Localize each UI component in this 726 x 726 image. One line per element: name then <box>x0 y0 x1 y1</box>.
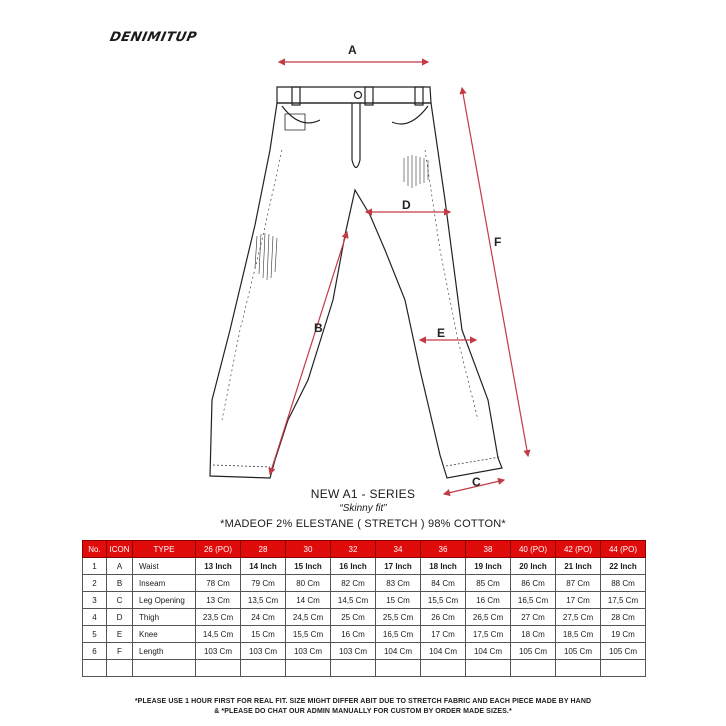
size-value-cell: 19 Cm <box>601 626 646 643</box>
size-value-cell: 78 Cm <box>196 575 241 592</box>
size-value-cell: 13 Cm <box>196 592 241 609</box>
table-row-empty <box>83 660 646 677</box>
size-value-cell: 15 Cm <box>241 626 286 643</box>
size-value-cell: 13 Inch <box>196 558 241 575</box>
size-value-cell: 85 Cm <box>466 575 511 592</box>
row-number-cell: 4 <box>83 609 107 626</box>
table-header-cell: 38 <box>466 541 511 558</box>
table-header-cell: 30 <box>286 541 331 558</box>
size-value-cell: 18 Cm <box>511 626 556 643</box>
rip-marks-right <box>404 155 428 188</box>
empty-cell <box>556 660 601 677</box>
empty-cell <box>466 660 511 677</box>
size-value-cell: 13,5 Cm <box>241 592 286 609</box>
size-value-cell: 26,5 Cm <box>466 609 511 626</box>
size-value-cell: 105 Cm <box>556 643 601 660</box>
row-number-cell: 3 <box>83 592 107 609</box>
label-b: B <box>314 321 323 335</box>
size-value-cell: 17,5 Cm <box>466 626 511 643</box>
row-icon-cell: D <box>107 609 133 626</box>
row-type-cell: Inseam <box>133 575 196 592</box>
size-value-cell: 103 Cm <box>241 643 286 660</box>
size-value-cell: 79 Cm <box>241 575 286 592</box>
size-value-cell: 104 Cm <box>376 643 421 660</box>
size-value-cell: 16 Cm <box>466 592 511 609</box>
size-value-cell: 25 Cm <box>331 609 376 626</box>
table-row <box>83 592 646 609</box>
size-value-cell: 20 Inch <box>511 558 556 575</box>
size-value-cell: 18,5 Cm <box>556 626 601 643</box>
size-value-cell: 103 Cm <box>286 643 331 660</box>
row-type-cell: Knee <box>133 626 196 643</box>
table-header-cell: TYPE <box>133 541 196 558</box>
size-value-cell: 26 Cm <box>421 609 466 626</box>
size-value-cell: 22 Inch <box>601 558 646 575</box>
empty-cell <box>601 660 646 677</box>
size-value-cell: 23,5 Cm <box>196 609 241 626</box>
size-value-cell: 87 Cm <box>556 575 601 592</box>
table-row <box>83 609 646 626</box>
size-value-cell: 16,5 Cm <box>511 592 556 609</box>
table-header-cell: 26 (PO) <box>196 541 241 558</box>
rip-marks-left <box>255 233 277 280</box>
size-value-cell: 14 Cm <box>286 592 331 609</box>
size-value-cell: 28 Cm <box>601 609 646 626</box>
label-a: A <box>348 43 357 57</box>
table-header-cell: 42 (PO) <box>556 541 601 558</box>
product-title: NEW A1 - SERIES <box>310 487 416 501</box>
size-value-cell: 104 Cm <box>466 643 511 660</box>
size-value-cell: 103 Cm <box>196 643 241 660</box>
size-value-cell: 17 Cm <box>556 592 601 609</box>
row-type-cell: Leg Opening <box>133 592 196 609</box>
size-value-cell: 15,5 Cm <box>421 592 466 609</box>
row-type-cell: Thigh <box>133 609 196 626</box>
size-value-cell: 83 Cm <box>376 575 421 592</box>
size-value-cell: 105 Cm <box>511 643 556 660</box>
size-value-cell: 86 Cm <box>511 575 556 592</box>
size-value-cell: 84 Cm <box>421 575 466 592</box>
row-icon-cell: C <box>107 592 133 609</box>
table-row <box>83 643 646 660</box>
empty-cell <box>83 660 107 677</box>
measure-lines <box>270 62 528 494</box>
table-header-cell: 36 <box>421 541 466 558</box>
row-number-cell: 6 <box>83 643 107 660</box>
size-value-cell: 17 Inch <box>376 558 421 575</box>
empty-cell <box>286 660 331 677</box>
size-value-cell: 21 Inch <box>556 558 601 575</box>
empty-cell <box>331 660 376 677</box>
empty-cell <box>511 660 556 677</box>
table-header-cell: ICON <box>107 541 133 558</box>
label-c: C <box>472 475 481 489</box>
table-header-cell: 40 (PO) <box>511 541 556 558</box>
size-value-cell: 27,5 Cm <box>556 609 601 626</box>
size-value-cell: 15,5 Cm <box>286 626 331 643</box>
size-value-cell: 16,5 Cm <box>376 626 421 643</box>
table-row <box>83 558 646 575</box>
product-fit: “Skinny fit” <box>339 503 387 514</box>
empty-cell <box>376 660 421 677</box>
size-value-cell: 82 Cm <box>331 575 376 592</box>
table-header-cell: 28 <box>241 541 286 558</box>
size-value-cell: 24 Cm <box>241 609 286 626</box>
size-value-cell: 105 Cm <box>601 643 646 660</box>
table-row <box>83 575 646 592</box>
size-value-cell: 88 Cm <box>601 575 646 592</box>
brand-logo: DENIMITUP <box>108 30 199 45</box>
size-value-cell: 24,5 Cm <box>286 609 331 626</box>
row-number-cell: 2 <box>83 575 107 592</box>
table-header-cell: 32 <box>331 541 376 558</box>
size-value-cell: 14 Inch <box>241 558 286 575</box>
size-value-cell: 15 Cm <box>376 592 421 609</box>
jeans-outline <box>210 87 502 478</box>
size-chart-table <box>82 540 646 677</box>
row-number-cell: 1 <box>83 558 107 575</box>
label-f: F <box>494 235 502 249</box>
row-number-cell: 5 <box>83 626 107 643</box>
empty-cell <box>241 660 286 677</box>
size-value-cell: 18 Inch <box>421 558 466 575</box>
size-value-cell: 16 Cm <box>331 626 376 643</box>
empty-cell <box>421 660 466 677</box>
row-icon-cell: E <box>107 626 133 643</box>
row-type-cell: Waist <box>133 558 196 575</box>
note-line-1: *PLEASE USE 1 HOUR FIRST FOR REAL FIT. SIZE MIGHT DIFFER ABIT DUE TO STRETCH FABRIC AND EACH PIECE MADE BY HAND <box>134 698 592 705</box>
empty-cell <box>196 660 241 677</box>
size-value-cell: 104 Cm <box>421 643 466 660</box>
size-value-cell: 25,5 Cm <box>376 609 421 626</box>
size-value-cell: 14,5 Cm <box>331 592 376 609</box>
size-value-cell: 15 Inch <box>286 558 331 575</box>
size-value-cell: 14,5 Cm <box>196 626 241 643</box>
table-header-cell: 34 <box>376 541 421 558</box>
row-icon-cell: B <box>107 575 133 592</box>
size-value-cell: 17 Cm <box>421 626 466 643</box>
table-header-row <box>83 541 646 558</box>
product-material: *MADEOF 2% ELESTANE ( STRETCH ) 98% COTTON* <box>220 518 506 530</box>
table-header-cell: No. <box>83 541 107 558</box>
table-row <box>83 626 646 643</box>
empty-cell <box>107 660 133 677</box>
size-value-cell: 19 Inch <box>466 558 511 575</box>
size-value-cell: 17,5 Cm <box>601 592 646 609</box>
label-d: D <box>402 198 411 212</box>
table-header-cell: 44 (PO) <box>601 541 646 558</box>
size-value-cell: 16 Inch <box>331 558 376 575</box>
row-icon-cell: A <box>107 558 133 575</box>
empty-cell <box>133 660 196 677</box>
size-value-cell: 103 Cm <box>331 643 376 660</box>
label-e: E <box>437 326 446 340</box>
row-icon-cell: F <box>107 643 133 660</box>
row-type-cell: Length <box>133 643 196 660</box>
size-value-cell: 80 Cm <box>286 575 331 592</box>
note-line-2: & *PLEASE DO CHAT OUR ADMIN MANUALLY FOR CUSTOM BY ORDER MADE SIZES.* <box>214 708 512 715</box>
size-value-cell: 27 Cm <box>511 609 556 626</box>
